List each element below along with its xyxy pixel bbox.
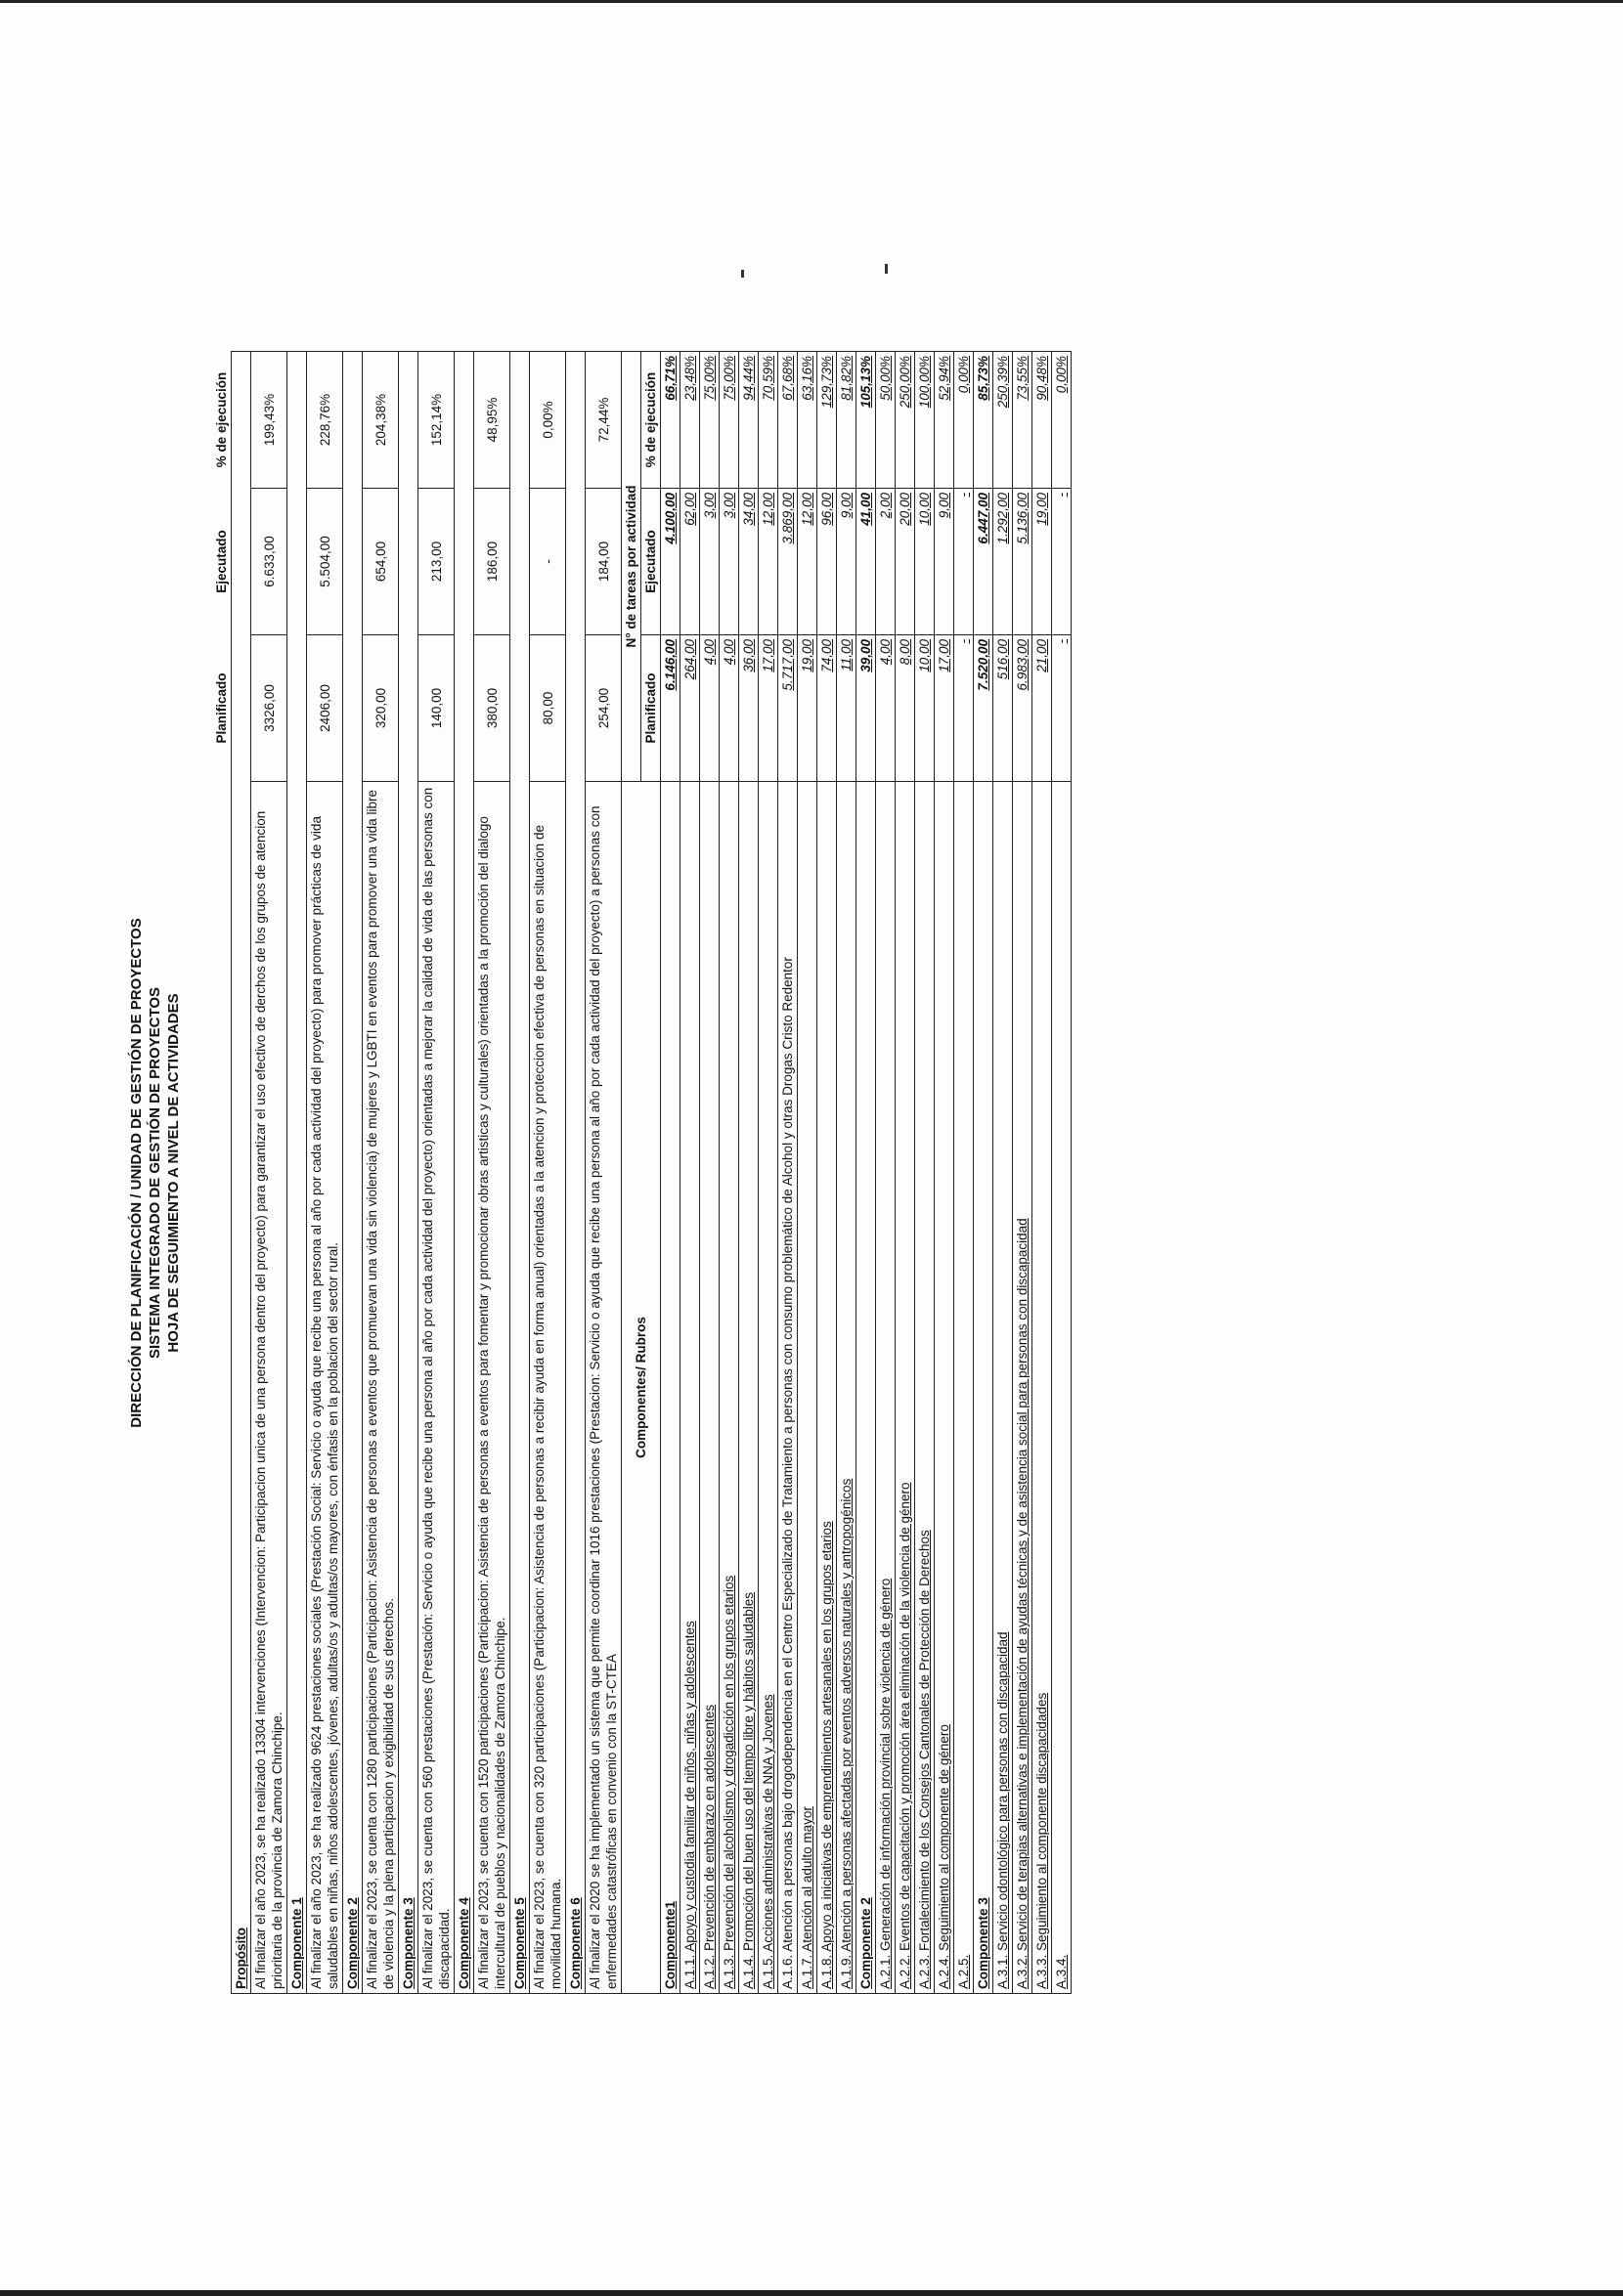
header-line-3: HOJA DE SEGUIMIENTO A NIVEL DE ACTIVIDADES	[165, 993, 182, 1353]
activity-pct: 70,59%	[759, 352, 778, 489]
activity-planned: 74,00	[817, 635, 837, 782]
goal-executed: -	[530, 489, 566, 635]
section-heading-row	[343, 352, 363, 1994]
col-executed-header: Ejecutado	[212, 489, 232, 635]
activity-planned: 4,00	[876, 635, 896, 782]
goal-text: Al finalizar el 2023, se cuenta con 1520 participaciones (Participacion: Asistencia de personas a eventos para fomentar y promocionar obras artisticas y culturales) orientadas a la promoción del dialogo intercultural de pueblos y nacionalidades de Zamora Chinchipe.	[474, 782, 510, 1994]
goal-row	[307, 352, 343, 1994]
activity-label: A.1.3. Prevención del alcoholismo y drogadicción en los grupos etarios	[720, 782, 739, 1994]
activity-executed: 19,00	[1032, 489, 1052, 635]
scan-speck	[741, 270, 744, 278]
activity-row	[837, 352, 856, 1994]
activity-planned: 19,00	[798, 635, 817, 782]
activity-row	[876, 352, 896, 1994]
activity-label: A.1.9. Atención a personas afectadas por eventos adversos naturales y antropogénicos	[837, 782, 856, 1994]
activity-executed: 3,00	[700, 489, 720, 635]
activity-planned: 11,00	[837, 635, 856, 782]
activity-row	[1013, 352, 1032, 1994]
goal-text: Al finalizar el 2020 se ha implementado un sistema que permite coordinar 1016 prestaciones (Prestacion: Servicio o ayuda que recibe una persona al año por cada actividad del proyecto) a personas con enfermedades catastróficas en convenio con la ST-CTEA	[586, 782, 622, 1994]
activity-row	[856, 352, 876, 1994]
col-planned-header: Planificado	[212, 635, 232, 782]
activity-executed: 12,00	[759, 489, 778, 635]
goal-row	[530, 352, 566, 1994]
column-header-row	[212, 352, 232, 1994]
activity-executed: 34,00	[739, 489, 759, 635]
activity-pct: 23,48%	[680, 352, 700, 489]
activity-pct: 73,55%	[1013, 352, 1032, 489]
activity-pct: 63,16%	[798, 352, 817, 489]
activity-pct: 100,00%	[915, 352, 935, 489]
activity-pct: 52,94%	[935, 352, 954, 489]
activity-label: A.3.4.	[1052, 782, 1072, 1994]
activity-pct: 75,00%	[700, 352, 720, 489]
activity-planned: 6.146,00	[661, 635, 680, 782]
activity-pct: 0,00%	[954, 352, 974, 489]
activity-pct: 105,13%	[856, 352, 876, 489]
activity-label: A.2.2. Eventos de capacitación y promoción área eliminación de la violencia de género	[896, 782, 915, 1994]
goal-planned: 140,00	[418, 635, 455, 782]
goal-planned: 2406,00	[307, 635, 343, 782]
activity-pct: 67,68%	[778, 352, 798, 489]
activity-executed: 3.869,00	[778, 489, 798, 635]
scan-border-bottom	[0, 2290, 1623, 2296]
activity-planned: -	[1052, 635, 1072, 782]
activity-planned: 5.717,00	[778, 635, 798, 782]
goal-planned: 3326,00	[251, 635, 287, 782]
activity-group-header: N° de tareas por actividad	[622, 352, 641, 782]
col-pct-header: % de ejecución	[212, 352, 232, 489]
activity-planned: 516,00	[993, 635, 1013, 782]
activity-label: A.2.5.	[954, 782, 974, 1994]
activity-planned: 7.520,00	[974, 635, 993, 782]
activity-planned: 39,00	[856, 635, 876, 782]
scan-border-top	[0, 0, 1623, 3]
goal-executed: 654,00	[363, 489, 399, 635]
activity-pct: 250,39%	[993, 352, 1013, 489]
activity-executed: 5.136,00	[1013, 489, 1032, 635]
activity-executed: 96,00	[817, 489, 837, 635]
activity-label: A.1.8. Apoyo a iniciativas de emprendimientos artesanales en los grupos etarios	[817, 782, 837, 1994]
activity-row	[798, 352, 817, 1994]
activity-row	[720, 352, 739, 1994]
activity-planned: 17,00	[935, 635, 954, 782]
activity-label: A.3.1. Servicio odontológico para personas con discapacidad	[993, 782, 1013, 1994]
activity-row	[896, 352, 915, 1994]
goal-pct: 228,76%	[307, 352, 343, 489]
section-heading-row	[566, 352, 586, 1994]
activity-executed: 6.447,00	[974, 489, 993, 635]
document-header	[127, 352, 183, 1994]
goal-planned: 80,00	[530, 635, 566, 782]
section-heading-row	[287, 352, 307, 1994]
goal-text: Al finalizar el 2023, se cuenta con 320 participaciones (Participacion: Asistencia de personas a recibir ayuda en forma anual) orientadas a la atencion y proteccion efectiva de personas en situacion de movilidad humana.	[530, 782, 566, 1994]
header-line-2: SISTEMA INTEGRADO DE GESTIÓN DE PROYECTOS	[147, 986, 163, 1360]
activity-planned: -	[954, 635, 974, 782]
goal-pct: 48,95%	[474, 352, 510, 489]
header-line-1: DIRECCIÓN DE PLANIFICACIÓN / UNIDAD DE GESTIÓN DE PROYECTOS	[128, 918, 145, 1428]
goal-text: Al finalizar el 2023, se cuenta con 1280 participaciones (Participacion: Asistencia de personas a eventos que promuevan una vida sin violencia) de mujeres y LGBTI en eventos para promover una vida libre de violencia y la plena participacion y exigibilidad de sus derechos.	[363, 782, 399, 1994]
goal-executed: 6.633,00	[251, 489, 287, 635]
activity-executed: 12,00	[798, 489, 817, 635]
activity-label: Componente 2	[856, 782, 876, 1994]
activity-row	[661, 352, 680, 1994]
activity-executed: -	[1052, 489, 1072, 635]
goal-row	[474, 352, 510, 1994]
activity-pct: 0,00%	[1052, 352, 1072, 489]
section-heading-row	[399, 352, 418, 1994]
goal-executed: 5.504,00	[307, 489, 343, 635]
goal-text: Al finalizar el año 2023, se ha realizado 9624 prestaciones sociales (Prestación Social: Servicio o ayuda que recibe una persona al año por cada actividad del proyecto) para promover prácticas de vida saludables en niñas, niños adolescentes, jóvenes, adultas/os y adultas/os mayores, con énfasis en la poblacion del sector rural.	[307, 782, 343, 1994]
activity-executed: 4.100,00	[661, 489, 680, 635]
activity-executed: 2,00	[876, 489, 896, 635]
activity-executed: 10,00	[915, 489, 935, 635]
goal-pct: 204,38%	[363, 352, 399, 489]
activity-label: A.1.5. Acciones administrativas de NNA y Jovenes	[759, 782, 778, 1994]
activity-planned: 6.983,00	[1013, 635, 1032, 782]
activity-row	[915, 352, 935, 1994]
section-heading: Componente 5	[510, 352, 530, 1994]
activity-pct: 66,71%	[661, 352, 680, 489]
goal-pct: 72,44%	[586, 352, 622, 489]
activity-header-row-1	[622, 352, 641, 1994]
activity-pct: 75,00%	[720, 352, 739, 489]
activity-row	[974, 352, 993, 1994]
goal-executed: 186,00	[474, 489, 510, 635]
goal-row	[251, 352, 287, 1994]
goal-executed: 213,00	[418, 489, 455, 635]
goal-text: Al finalizar el año 2023, se ha realizado 13304 intervenciones (Intervencion: Participacion unica de una persona dentro del proyecto) para garantizar el uso efectivo de derchos de los grupos de atencion prioritaria de la provincia de Zamora Chinchipe.	[251, 782, 287, 1994]
goal-row	[363, 352, 399, 1994]
goal-planned: 320,00	[363, 635, 399, 782]
activity-pct-header: % de ejecución	[641, 352, 661, 489]
activity-label: A.3.2. Servicio de terapias alternativas e implementación de ayudas técnicas y de asistencia social para personas con discapacidad	[1013, 782, 1032, 1994]
activity-row	[700, 352, 720, 1994]
activity-planned: 21,00	[1032, 635, 1052, 782]
goal-executed: 184,00	[586, 489, 622, 635]
goal-planned: 380,00	[474, 635, 510, 782]
activity-label: A.2.1. Generación de información provincial sobre violencia de género	[876, 782, 896, 1994]
activity-label: A.1.7. Atención al adulto mayor	[798, 782, 817, 1994]
activity-pct: 81,82%	[837, 352, 856, 489]
activity-label: Componente 3	[974, 782, 993, 1994]
activity-planned: 10,00	[915, 635, 935, 782]
activity-executed-header: Ejecutado	[641, 489, 661, 635]
goal-row	[418, 352, 455, 1994]
activity-executed: 62,00	[680, 489, 700, 635]
section-heading: Propósito	[232, 352, 251, 1994]
activity-planned: 4,00	[700, 635, 720, 782]
section-heading-row	[232, 352, 251, 1994]
activity-row	[1032, 352, 1052, 1994]
activity-pct: 90,48%	[1032, 352, 1052, 489]
activity-pct: 85,73%	[974, 352, 993, 489]
activity-row	[680, 352, 700, 1994]
activity-row	[759, 352, 778, 1994]
section-heading: Componente 1	[287, 352, 307, 1994]
activity-planned: 8,00	[896, 635, 915, 782]
section-heading-row	[455, 352, 474, 1994]
section-heading-row	[510, 352, 530, 1994]
section-heading: Componente 4	[455, 352, 474, 1994]
goal-pct: 0,00%	[530, 352, 566, 489]
activity-executed: -	[954, 489, 974, 635]
goal-text: Al finalizar el 2023, se cuenta con 560 prestaciones (Prestación: Servicio o ayuda que recibe una persona al año por cada actividad del proyecto) orientadas a mejorar la calidad de vida de las personas con discapacidad.	[418, 782, 455, 1994]
tracking-table	[212, 351, 1072, 1994]
activity-executed: 41,00	[856, 489, 876, 635]
activity-pct: 50,00%	[876, 352, 896, 489]
section-heading: Componente 6	[566, 352, 586, 1994]
activity-label: A.2.4. Seguimiento al componente de género	[935, 782, 954, 1994]
activity-planned-header: Planificado	[641, 635, 661, 782]
activity-row	[935, 352, 954, 1994]
goal-pct: 152,14%	[418, 352, 455, 489]
activity-label-header: Componentes/ Rubros	[622, 782, 661, 1994]
activity-pct: 94,44%	[739, 352, 759, 489]
rotated-page-content	[127, 352, 1330, 1994]
activity-row	[778, 352, 798, 1994]
activity-label: A.3.3. Seguimiento al componente discapacidades	[1032, 782, 1052, 1994]
activity-planned: 264,00	[680, 635, 700, 782]
activity-row	[954, 352, 974, 1994]
activity-label: A.1.2. Prevención de embarazo en adolescentes	[700, 782, 720, 1994]
activity-executed: 20,00	[896, 489, 915, 635]
goal-row	[586, 352, 622, 1994]
activity-row	[739, 352, 759, 1994]
activity-row	[817, 352, 837, 1994]
section-heading: Componente 2	[343, 352, 363, 1994]
activity-pct: 129,73%	[817, 352, 837, 489]
goal-pct: 199,43%	[251, 352, 287, 489]
activity-label: A.1.6. Atención a personas bajo drogodependencia en el Centro Especializado de Tratamiento a personas con consumo problemático de Alcohol y otras Drogas Cristo Redentor	[778, 782, 798, 1994]
activity-label: A.1.4. Promoción del buen uso del tiempo libre y hábitos saludables	[739, 782, 759, 1994]
activity-pct: 250,00%	[896, 352, 915, 489]
goal-planned: 254,00	[586, 635, 622, 782]
activity-label: A.2.3. Fortalecimiento de los Consejos Cantonales de Protección de Derechos	[915, 782, 935, 1994]
activity-planned: 4,00	[720, 635, 739, 782]
activity-executed: 9,00	[837, 489, 856, 635]
activity-planned: 17,00	[759, 635, 778, 782]
section-heading: Componente 3	[399, 352, 418, 1994]
activity-row	[1052, 352, 1072, 1994]
activity-executed: 9,00	[935, 489, 954, 635]
activity-executed: 1.292,00	[993, 489, 1013, 635]
activity-label: A.1.1. Apoyo y custodia familiar de niños, niñas y adolescentes	[680, 782, 700, 1994]
activity-row	[993, 352, 1013, 1994]
scan-speck	[885, 264, 888, 274]
activity-executed: 3,00	[720, 489, 739, 635]
activity-planned: 36,00	[739, 635, 759, 782]
activity-label: Componente1	[661, 782, 680, 1994]
